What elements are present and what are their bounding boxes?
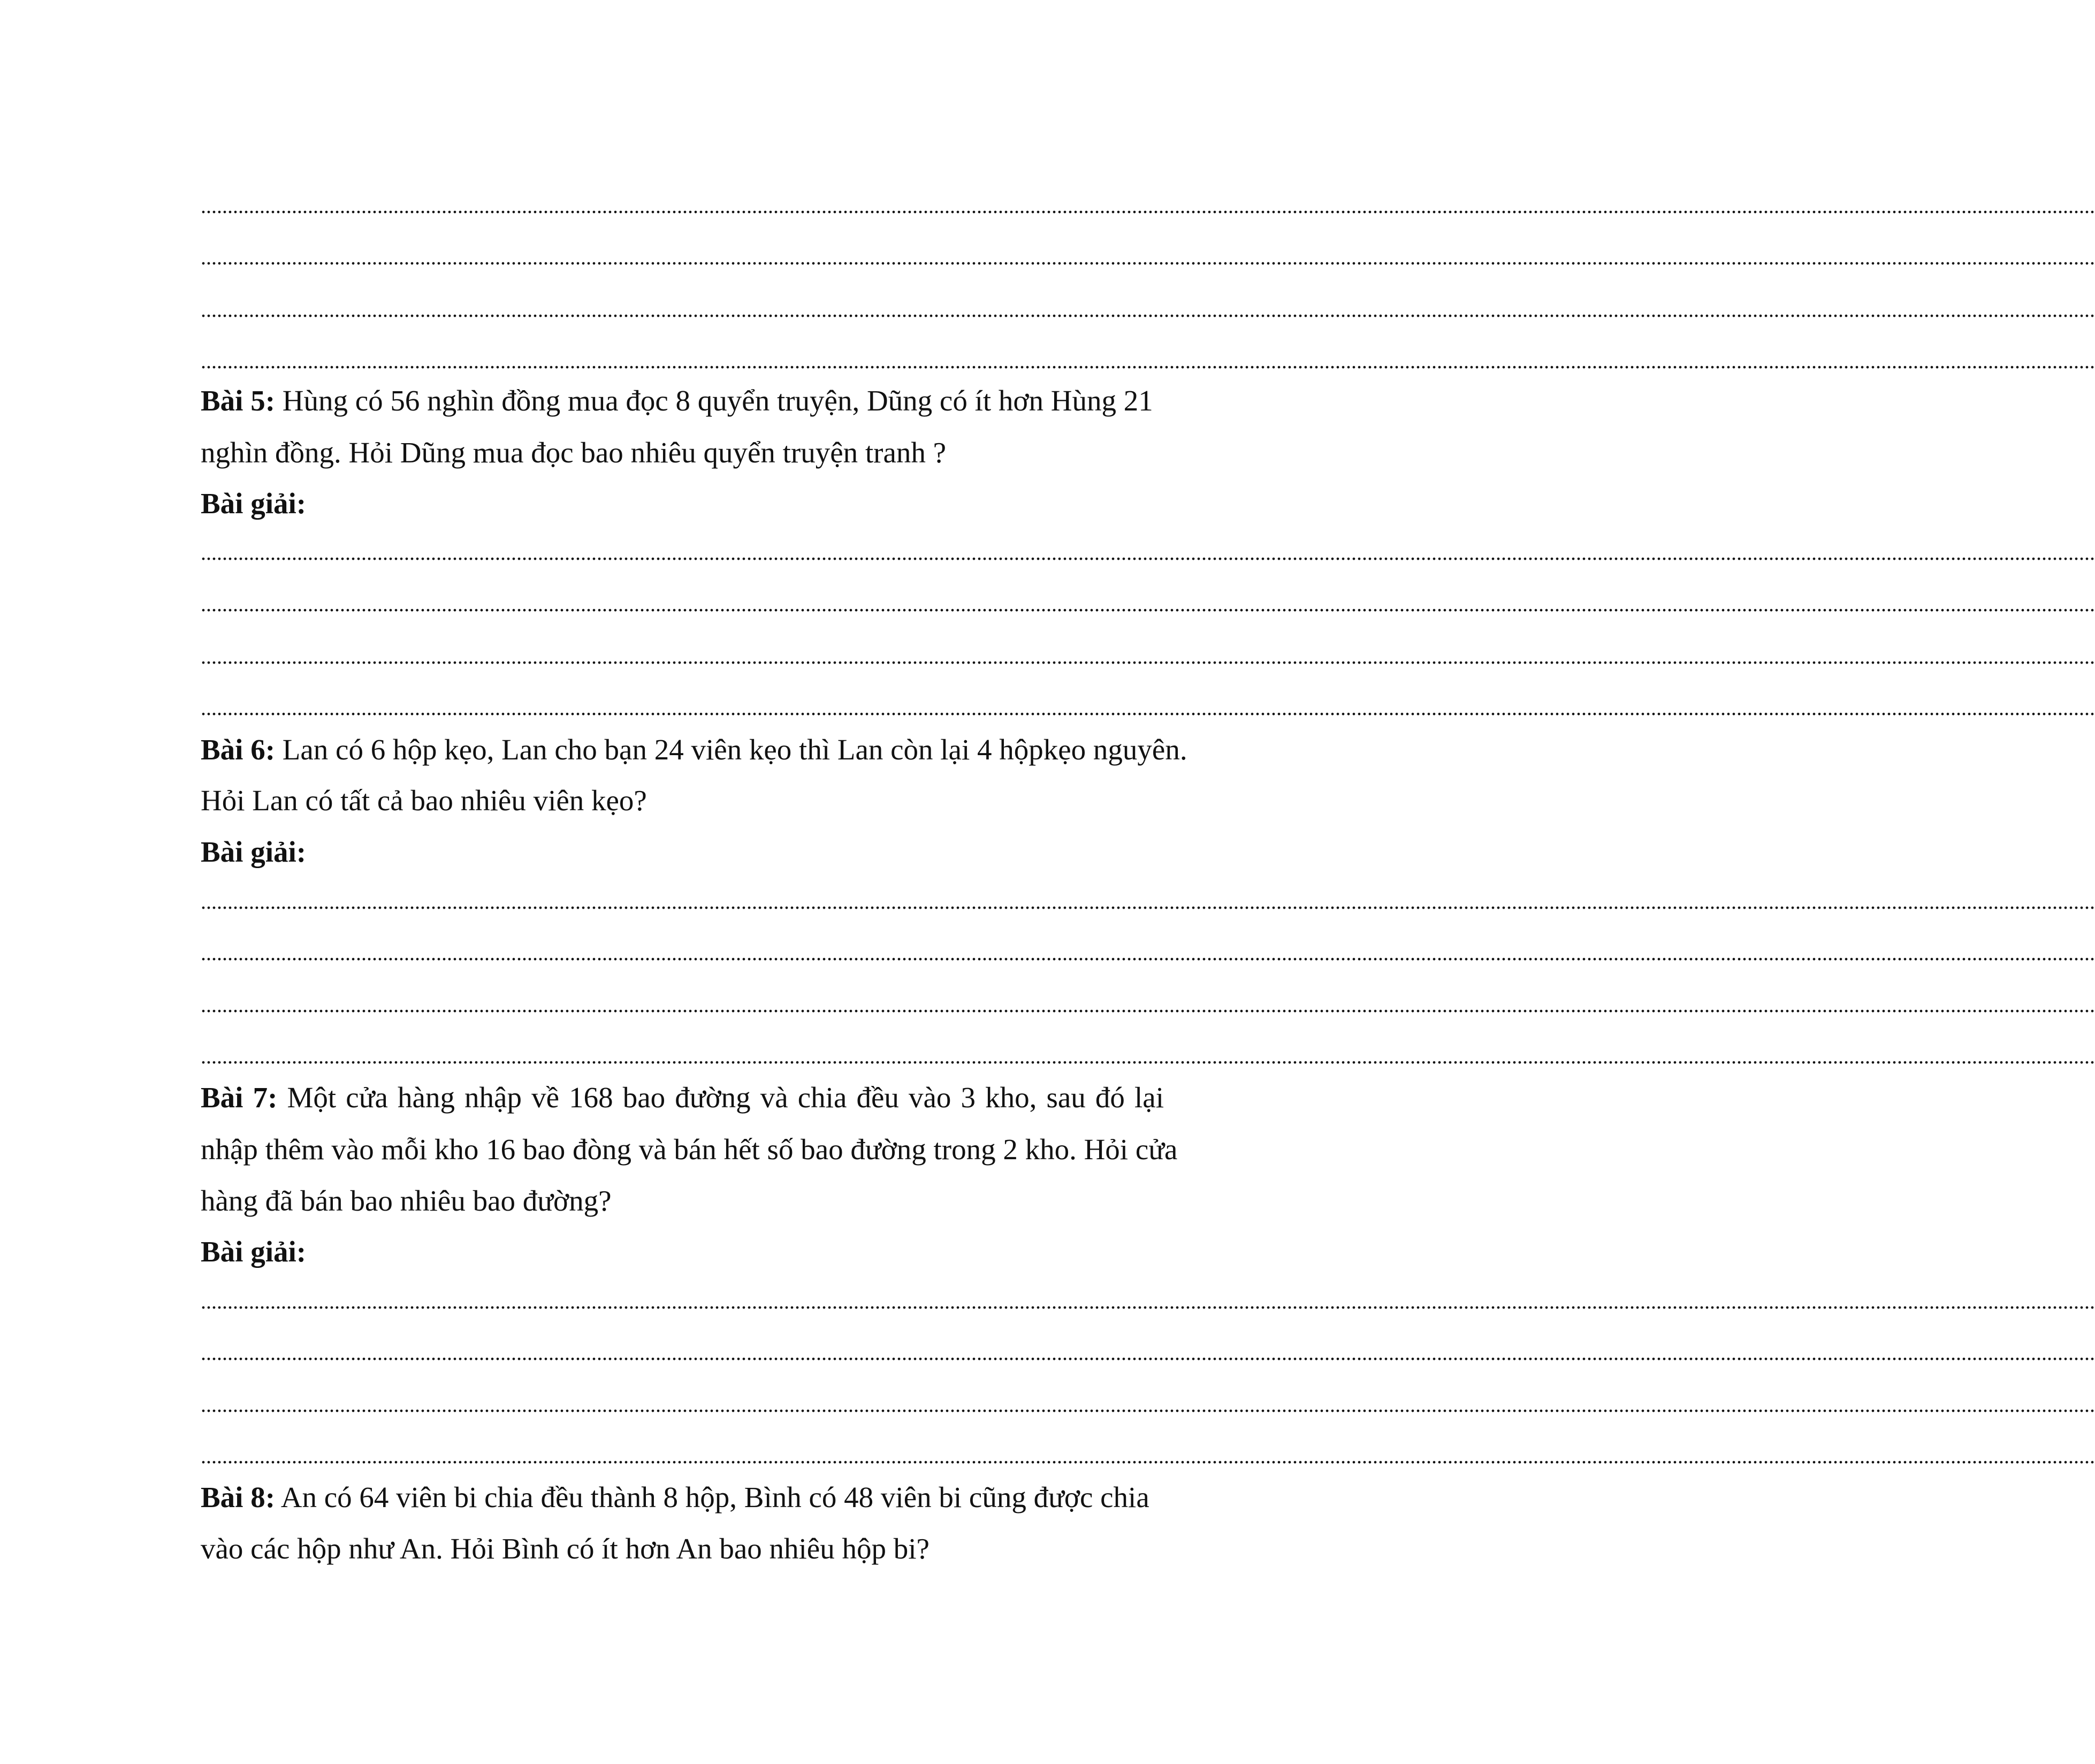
answer-line: .................................................................................................................................................................................................................................................................................................................................................................. (201, 1444, 2095, 1468)
answer-line: .................................................................................................................................................................................................................................................................................................................................................................. (201, 941, 2095, 965)
problem-8-label: Bài 8: (201, 1481, 276, 1514)
problem-8-line-2: vào các hộp như An. Hỏi Bình có ít hơn An bao nhiêu hộp bi? (201, 1532, 930, 1565)
answer-line: .................................................................................................................................................................................................................................................................................................................................................................. (201, 1044, 2095, 1068)
answer-line: .................................................................................................................................................................................................................................................................................................................................................................. (201, 696, 2095, 720)
answer-line: .................................................................................................................................................................................................................................................................................................................................................................. (201, 245, 2095, 269)
problem-5-label: Bài 5: (201, 384, 276, 417)
problem-7-solution-label: Bài giải: (201, 1235, 307, 1268)
answer-line: .................................................................................................................................................................................................................................................................................................................................................................. (201, 993, 2095, 1017)
problem-8-line-1: Bài 8: An có 64 viên bi chia đều thành 8 hộp, Bình có 48 viên bi cũng được chia (201, 1481, 1149, 1514)
problem-7-label: Bài 7: (201, 1081, 278, 1114)
answer-line: .................................................................................................................................................................................................................................................................................................................................................................. (201, 298, 2095, 322)
answer-line: .................................................................................................................................................................................................................................................................................................................................................................. (201, 889, 2095, 914)
problem-7-line-1: Bài 7: Một cửa hàng nhập về 168 bao đường và chia đều vào 3 kho, sau đó lại (201, 1081, 1164, 1114)
problem-6-label: Bài 6: (201, 733, 276, 766)
problem-7-line-2: nhập thêm vào mỗi kho 16 bao đòng và bán hết số bao đường trong 2 kho. Hỏi cửa (201, 1133, 1178, 1166)
answer-line: .................................................................................................................................................................................................................................................................................................................................................................. (201, 349, 2095, 373)
answer-line: .................................................................................................................................................................................................................................................................................................................................................................. (201, 1393, 2095, 1417)
answer-line: .................................................................................................................................................................................................................................................................................................................................................................. (201, 1289, 2095, 1313)
answer-line: .................................................................................................................................................................................................................................................................................................................................................................. (201, 541, 2095, 565)
problem-5-line-1: Bài 5: Hùng có 56 nghìn đồng mua đọc 8 quyển truyện, Dũng có ít hơn Hùng 21 (201, 384, 1153, 417)
problem-5-solution-label: Bài giải: (201, 487, 307, 520)
problem-6-line-1: Bài 6: Lan có 6 hộp kẹo, Lan cho bạn 24 viên kẹo thì Lan còn lại 4 hộpkẹo nguyên. (201, 733, 1187, 766)
answer-line: .................................................................................................................................................................................................................................................................................................................................................................. (201, 592, 2095, 616)
answer-line: .................................................................................................................................................................................................................................................................................................................................................................. (201, 644, 2095, 668)
problem-6-line-2: Hỏi Lan có tất cả bao nhiêu viên kẹo? (201, 784, 647, 817)
answer-line: .................................................................................................................................................................................................................................................................................................................................................................. (201, 194, 2095, 218)
problem-6-solution-label: Bài giải: (201, 835, 307, 868)
problem-5-line-2: nghìn đồng. Hỏi Dũng mua đọc bao nhiêu quyển truyện tranh ? (201, 436, 947, 469)
answer-line: .................................................................................................................................................................................................................................................................................................................................................................. (201, 1341, 2095, 1365)
problem-7-line-3: hàng đã bán bao nhiêu bao đường? (201, 1184, 612, 1217)
